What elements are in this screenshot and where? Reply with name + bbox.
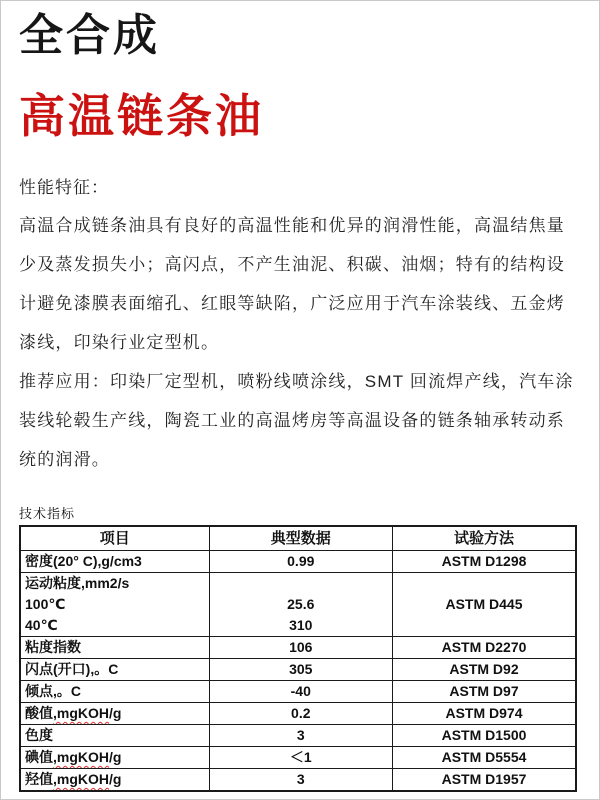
column-header-test-method: 试验方法 <box>393 526 577 550</box>
viscosity-label: 运动粘度,mm2/s <box>25 574 130 591</box>
table-row-density: 密度(20° C),g/cm3 0.99 ASTM D1298 <box>20 550 576 572</box>
product-name-title: 高温链条油 <box>19 89 264 142</box>
table-row-color-grade: 色度 3 ASTM D1500 <box>20 724 576 746</box>
application-paragraph <box>19 362 577 479</box>
table-row-viscosity-index: 粘度指数 106 ASTM D2270 <box>20 636 576 658</box>
spec-table <box>19 525 577 792</box>
paragraph-line: 装线轮毂生产线，陶瓷工业的高温烤房等高温设备的链条轴承转动系 <box>19 411 565 431</box>
performance-heading: 性能特征： <box>19 178 109 198</box>
spec-table-header-row <box>20 526 576 550</box>
viscosity-temp-100: 100℃ <box>25 595 66 612</box>
paragraph-line: 计避免漆膜表面缩孔、红眼等缺陷，广泛应用于汽车涂装线、五金烤 <box>19 294 565 314</box>
spec-table-caption: 技术指标 <box>19 506 76 522</box>
viscosity-value-100: 25.6 <box>287 595 315 612</box>
viscosity-temp-40: 40℃ <box>25 616 58 633</box>
spellcheck-underline: ,mgKOH <box>53 748 109 765</box>
table-row-iodine-value: 碘值,mgKOH/g ＜1 ASTM D5554 <box>20 746 576 768</box>
table-row-hydroxyl-value: 羟值,mgKOH/g 3 ASTM D1957 <box>20 768 576 791</box>
paragraph-line: 统的润滑。 <box>19 450 110 470</box>
column-header-typical-data: 典型数据 <box>209 526 392 550</box>
paragraph-line: 高温合成链条油具有良好的高温性能和优异的润滑性能，高温结焦量 <box>19 216 565 236</box>
spellcheck-underline: ,mgKOH <box>53 704 109 721</box>
column-header-item: 项目 <box>20 526 209 550</box>
paragraph-line: 推荐应用：印染厂定型机，喷粉线喷涂线，SMT 回流焊产线，汽车涂 <box>19 372 574 392</box>
table-row-flash-point: 闪点(开口),。C 305 ASTM D92 <box>20 658 576 680</box>
product-series-title: 全合成 <box>19 11 160 60</box>
viscosity-value-40: 310 <box>289 616 313 633</box>
table-row-viscosity: 运动粘度,mm2/s 100℃ 40℃ 25.6 310 ASTM D445 <box>20 572 576 636</box>
viscosity-value-blank <box>214 573 388 594</box>
paragraph-line: 漆线，印染行业定型机。 <box>19 333 220 353</box>
table-row-acid-value: 酸值,mgKOH/g 0.2 ASTM D974 <box>20 702 576 724</box>
performance-paragraph <box>19 206 577 362</box>
table-row-pour-point: 倾点,。C -40 ASTM D97 <box>20 680 576 702</box>
paragraph-line: 少及蒸发损失小；高闪点，不产生油泥、积碳、油烟；特有的结构设 <box>19 255 565 275</box>
spellcheck-underline: ,mgKOH <box>53 770 109 787</box>
